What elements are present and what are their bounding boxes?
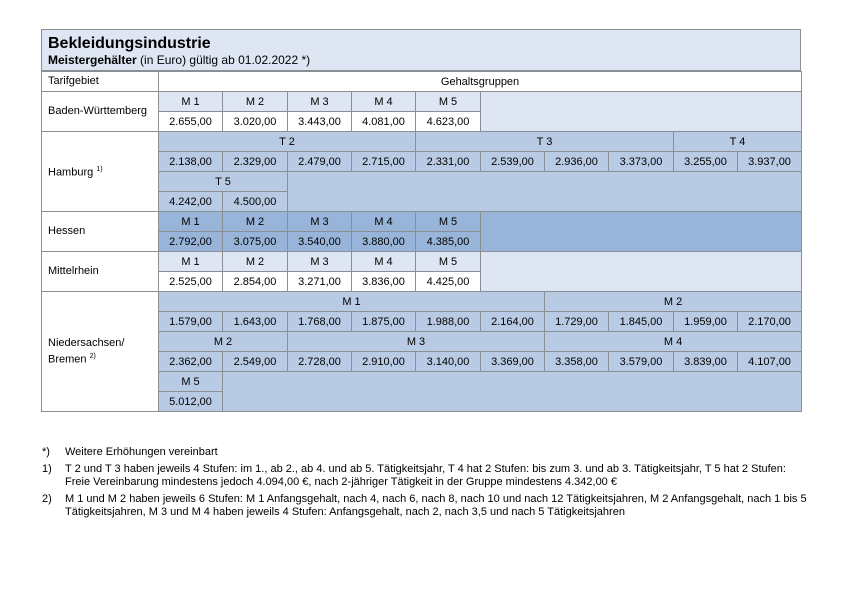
- salary-value: 3.140,00: [416, 352, 481, 372]
- group-label: T 2: [159, 132, 416, 152]
- salary-value: 4.623,00: [416, 112, 481, 132]
- salary-value: 3.255,00: [674, 152, 738, 172]
- salary-table: [41, 71, 802, 412]
- region-row-mr: [42, 252, 802, 272]
- salary-value: 3.836,00: [352, 272, 416, 292]
- page-title: Bekleidungsindustrie: [48, 35, 211, 52]
- salary-value: 2.854,00: [223, 272, 288, 292]
- salary-value: 2.479,00: [288, 152, 352, 172]
- region-row-he: [42, 212, 802, 232]
- salary-value: 4.385,00: [416, 232, 481, 252]
- salary-value: 3.358,00: [545, 352, 609, 372]
- footnote-mark: 1): [42, 463, 52, 475]
- footnote-ref: 2): [89, 352, 96, 360]
- salary-value: 3.075,00: [223, 232, 288, 252]
- group-label: M 2: [545, 292, 802, 312]
- group-label: M 5: [416, 92, 481, 112]
- salary-value: 2.525,00: [159, 272, 223, 292]
- groups-header: Gehaltsgruppen: [159, 72, 802, 92]
- group-label: M 2: [223, 252, 288, 272]
- salary-value: 3.880,00: [352, 232, 416, 252]
- salary-value: 1.959,00: [674, 312, 738, 332]
- footnote-ref: 1): [96, 166, 103, 174]
- group-label: T 3: [416, 132, 674, 152]
- subtitle-rest: (in Euro) gültig ab 01.02.2022 *): [140, 53, 311, 67]
- salary-value: 4.242,00: [159, 192, 223, 212]
- group-label: M 1: [159, 292, 545, 312]
- salary-value: 2.655,00: [159, 112, 223, 132]
- salary-value: 3.443,00: [288, 112, 352, 132]
- salary-value: 3.937,00: [738, 152, 802, 172]
- salary-value: 2.715,00: [352, 152, 416, 172]
- footnote: [42, 463, 812, 489]
- salary-value: 3.020,00: [223, 112, 288, 132]
- footnote-mark: 2): [42, 493, 52, 505]
- region-row-bw: [42, 92, 802, 112]
- group-label: M 3: [288, 92, 352, 112]
- salary-value: 3.579,00: [609, 352, 674, 372]
- group-label: M 4: [545, 332, 802, 352]
- salary-value: 4.500,00: [223, 192, 288, 212]
- salary-value: 1.988,00: [416, 312, 481, 332]
- salary-value: 5.012,00: [159, 392, 223, 412]
- group-label: M 2: [223, 212, 288, 232]
- salary-value: 2.138,00: [159, 152, 223, 172]
- region-name-he: Hessen: [42, 212, 159, 252]
- salary-value: 4.425,00: [416, 272, 481, 292]
- empty-cell: [223, 372, 802, 412]
- region-name: Bremen: [48, 353, 87, 366]
- group-label: M 4: [352, 212, 416, 232]
- salary-value: 1.768,00: [288, 312, 352, 332]
- salary-value: 2.331,00: [416, 152, 481, 172]
- group-label: M 1: [159, 252, 223, 272]
- region-name-hh: [42, 132, 159, 212]
- salary-value: 2.910,00: [352, 352, 416, 372]
- group-label: M 3: [288, 332, 545, 352]
- salary-value: 3.373,00: [609, 152, 674, 172]
- salary-value: 3.540,00: [288, 232, 352, 252]
- group-label: T 4: [674, 132, 802, 152]
- salary-value: 2.792,00: [159, 232, 223, 252]
- region-name: Hamburg: [48, 166, 94, 179]
- subtitle-bold: Meistergehälter: [48, 53, 137, 67]
- salary-sheet: [41, 29, 801, 412]
- group-label: M 2: [223, 92, 288, 112]
- group-label: M 5: [416, 252, 481, 272]
- footnote-text: T 2 und T 3 haben jeweils 4 Stufen: im 1., ab 2., ab 4. und ab 5. Tätigkeitsjahr, T 4 hat 2 Stufen: bis zum 3. und ab 3. Tätigkeitsjahr, T 5 hat 2 Stufen: Freie Vereinbarung mindestens jedoch 4.094,00 €, nach 2-jähriger Tätigkeit in der Gruppe mindestens 4.342,00 €: [65, 463, 786, 488]
- region-name-mr: Mittelrhein: [42, 252, 159, 292]
- group-label: M 4: [352, 252, 416, 272]
- group-label: T 5: [159, 172, 288, 192]
- table-header: [41, 29, 801, 71]
- group-label: M 1: [159, 212, 223, 232]
- salary-value: 1.875,00: [352, 312, 416, 332]
- group-label: M 5: [416, 212, 481, 232]
- salary-value: 3.369,00: [481, 352, 545, 372]
- salary-value: 2.164,00: [481, 312, 545, 332]
- salary-value: 1.845,00: [609, 312, 674, 332]
- region-row-hh: [42, 132, 802, 152]
- salary-value: 2.728,00: [288, 352, 352, 372]
- region-row-ns: [42, 292, 802, 312]
- salary-value: 2.549,00: [223, 352, 288, 372]
- header-row: [42, 72, 802, 92]
- footnote: [42, 446, 812, 459]
- salary-value: 4.107,00: [738, 352, 802, 372]
- empty-cell: [481, 212, 802, 252]
- salary-value: 1.643,00: [223, 312, 288, 332]
- empty-cell: [481, 92, 802, 132]
- salary-value: 1.729,00: [545, 312, 609, 332]
- region-name: Niedersachsen/: [48, 336, 125, 349]
- empty-cell: [288, 172, 802, 212]
- empty-cell: [481, 252, 802, 292]
- salary-value: 4.081,00: [352, 112, 416, 132]
- footnote-text: M 1 und M 2 haben jeweils 6 Stufen: M 1 Anfangsgehalt, nach 4, nach 6, nach 8, nach 10 und nach 12 Tätigkeitsjahren, M 2 Anfangsgehalt, nach 1 bis 5 Tätigkeitsjahren, M 3 und M 4 haben jeweils 4 Stufen: Anfangsgehalt, nach 2, nach 3,5 und nach 5 Tätigkeitsjahren: [65, 493, 807, 518]
- region-name-ns: [42, 292, 159, 412]
- group-label: M 3: [288, 212, 352, 232]
- group-label: M 5: [159, 372, 223, 392]
- salary-value: 2.936,00: [545, 152, 609, 172]
- salary-value: 1.579,00: [159, 312, 223, 332]
- salary-value: 2.362,00: [159, 352, 223, 372]
- area-header: Tarifgebiet: [42, 72, 159, 92]
- footnote: [42, 493, 812, 519]
- salary-value: 2.329,00: [223, 152, 288, 172]
- group-label: M 1: [159, 92, 223, 112]
- salary-value: 2.170,00: [738, 312, 802, 332]
- footnotes: [42, 446, 812, 523]
- group-label: M 3: [288, 252, 352, 272]
- footnote-text: Weitere Erhöhungen vereinbart: [65, 446, 218, 458]
- footnote-mark: *): [42, 446, 50, 458]
- salary-value: 2.539,00: [481, 152, 545, 172]
- salary-value: 3.271,00: [288, 272, 352, 292]
- region-name-bw: Baden-Württemberg: [42, 92, 159, 132]
- salary-value: 3.839,00: [674, 352, 738, 372]
- page-subtitle: [48, 53, 794, 68]
- group-label: M 2: [159, 332, 288, 352]
- group-label: M 4: [352, 92, 416, 112]
